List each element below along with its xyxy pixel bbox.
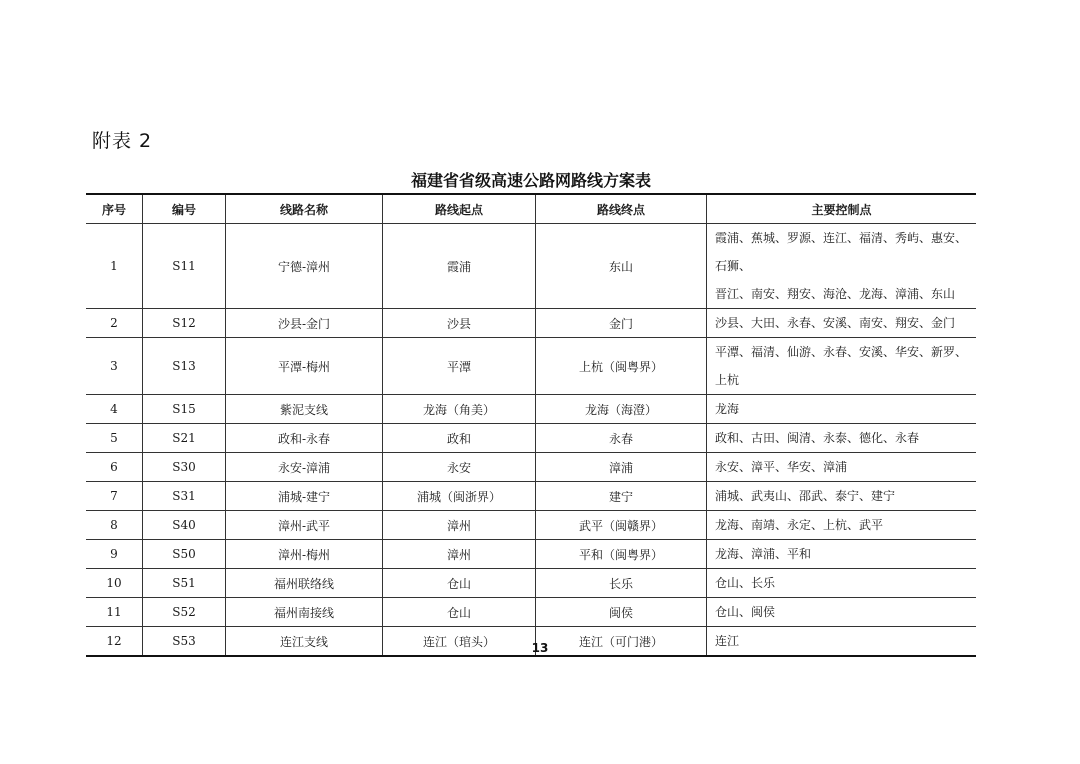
cell-code: S21 — [143, 424, 226, 453]
cell-end: 连江（可门港） — [536, 627, 707, 657]
cell-start: 仓山 — [383, 598, 536, 627]
cell-points: 沙县、大田、永春、安溪、南安、翔安、金门 — [707, 309, 977, 338]
cell-no: 10 — [86, 569, 143, 598]
cell-start: 漳州 — [383, 511, 536, 540]
table-row — [86, 598, 976, 627]
cell-code: S12 — [143, 309, 226, 338]
cell-end: 长乐 — [536, 569, 707, 598]
cell-no: 9 — [86, 540, 143, 569]
cell-end: 建宁 — [536, 482, 707, 511]
cell-code: S30 — [143, 453, 226, 482]
cell-no: 3 — [86, 338, 143, 395]
cell-name: 紫泥支线 — [226, 395, 383, 424]
header-points: 主要控制点 — [707, 194, 977, 224]
cell-name: 沙县-金门 — [226, 309, 383, 338]
cell-start: 龙海（角美） — [383, 395, 536, 424]
cell-start: 浦城（闽浙界） — [383, 482, 536, 511]
table-row — [86, 569, 976, 598]
cell-no: 12 — [86, 627, 143, 657]
cell-points: 永安、漳平、华安、漳浦 — [707, 453, 977, 482]
cell-name: 浦城-建宁 — [226, 482, 383, 511]
cell-code: S40 — [143, 511, 226, 540]
header-start: 路线起点 — [383, 194, 536, 224]
cell-end: 金门 — [536, 309, 707, 338]
cell-points: 仓山、闽侯 — [707, 598, 977, 627]
cell-start: 漳州 — [383, 540, 536, 569]
table-title: 福建省省级高速公路网路线方案表 — [410, 171, 651, 190]
cell-code: S53 — [143, 627, 226, 657]
cell-name: 政和-永春 — [226, 424, 383, 453]
cell-code: S51 — [143, 569, 226, 598]
cell-start: 沙县 — [383, 309, 536, 338]
cell-start: 永安 — [383, 453, 536, 482]
cell-name: 连江支线 — [226, 627, 383, 657]
cell-points: 龙海、南靖、永定、上杭、武平 — [707, 511, 977, 540]
cell-code: S31 — [143, 482, 226, 511]
cell-start: 仓山 — [383, 569, 536, 598]
cell-no: 2 — [86, 309, 143, 338]
route-table — [86, 193, 976, 657]
cell-end: 武平（闽赣界） — [536, 511, 707, 540]
cell-end: 闽侯 — [536, 598, 707, 627]
cell-no: 6 — [86, 453, 143, 482]
cell-name: 漳州-武平 — [226, 511, 383, 540]
cell-no: 1 — [86, 224, 143, 309]
table-row — [86, 540, 976, 569]
page-number: 13 — [531, 641, 549, 655]
cell-end: 上杭（闽粤界） — [536, 338, 707, 395]
table-row — [86, 511, 976, 540]
header-no: 序号 — [86, 194, 143, 224]
cell-points-line: 霞浦、蕉城、罗源、连江、福清、秀屿、惠安、石狮、 — [715, 231, 968, 273]
cell-start: 平潭 — [383, 338, 536, 395]
table-row — [86, 395, 976, 424]
cell-code: S13 — [143, 338, 226, 395]
table-row — [86, 309, 976, 338]
table-row — [86, 338, 976, 395]
table-row — [86, 482, 976, 511]
cell-no: 4 — [86, 395, 143, 424]
header-name: 线路名称 — [226, 194, 383, 224]
cell-name: 福州联络线 — [226, 569, 383, 598]
cell-code: S15 — [143, 395, 226, 424]
cell-end: 东山 — [536, 224, 707, 309]
cell-points: 龙海、漳浦、平和 — [707, 540, 977, 569]
cell-code: S11 — [143, 224, 226, 309]
cell-start: 政和 — [383, 424, 536, 453]
header-end: 路线终点 — [536, 194, 707, 224]
cell-points — [707, 224, 977, 309]
cell-no: 8 — [86, 511, 143, 540]
table-row — [86, 424, 976, 453]
cell-name: 平潭-梅州 — [226, 338, 383, 395]
cell-end: 平和（闽粤界） — [536, 540, 707, 569]
cell-points-line: 晋江、南安、翔安、海沧、龙海、漳浦、东山 — [715, 287, 956, 301]
cell-no: 11 — [86, 598, 143, 627]
cell-name: 永安-漳浦 — [226, 453, 383, 482]
cell-code: S52 — [143, 598, 226, 627]
cell-end: 龙海（海澄） — [536, 395, 707, 424]
cell-end: 漳浦 — [536, 453, 707, 482]
cell-name: 宁德-漳州 — [226, 224, 383, 309]
cell-points: 连江 — [707, 627, 977, 657]
cell-no: 5 — [86, 424, 143, 453]
cell-points: 平潭、福清、仙游、永春、安溪、华安、新罗、上杭 — [707, 338, 977, 395]
cell-end: 永春 — [536, 424, 707, 453]
cell-points: 仓山、长乐 — [707, 569, 977, 598]
header-code: 编号 — [143, 194, 226, 224]
cell-points: 浦城、武夷山、邵武、泰宁、建宁 — [707, 482, 977, 511]
cell-name: 漳州-梅州 — [226, 540, 383, 569]
cell-start: 霞浦 — [383, 224, 536, 309]
cell-code: S50 — [143, 540, 226, 569]
table-header-row — [86, 194, 976, 224]
table-row — [86, 224, 976, 309]
appendix-label: 附表 2 — [92, 130, 153, 152]
table-row — [86, 453, 976, 482]
cell-name: 福州南接线 — [226, 598, 383, 627]
cell-start: 连江（琯头） — [383, 627, 536, 657]
cell-no: 7 — [86, 482, 143, 511]
cell-points: 龙海 — [707, 395, 977, 424]
cell-points: 政和、古田、闽清、永泰、德化、永春 — [707, 424, 977, 453]
